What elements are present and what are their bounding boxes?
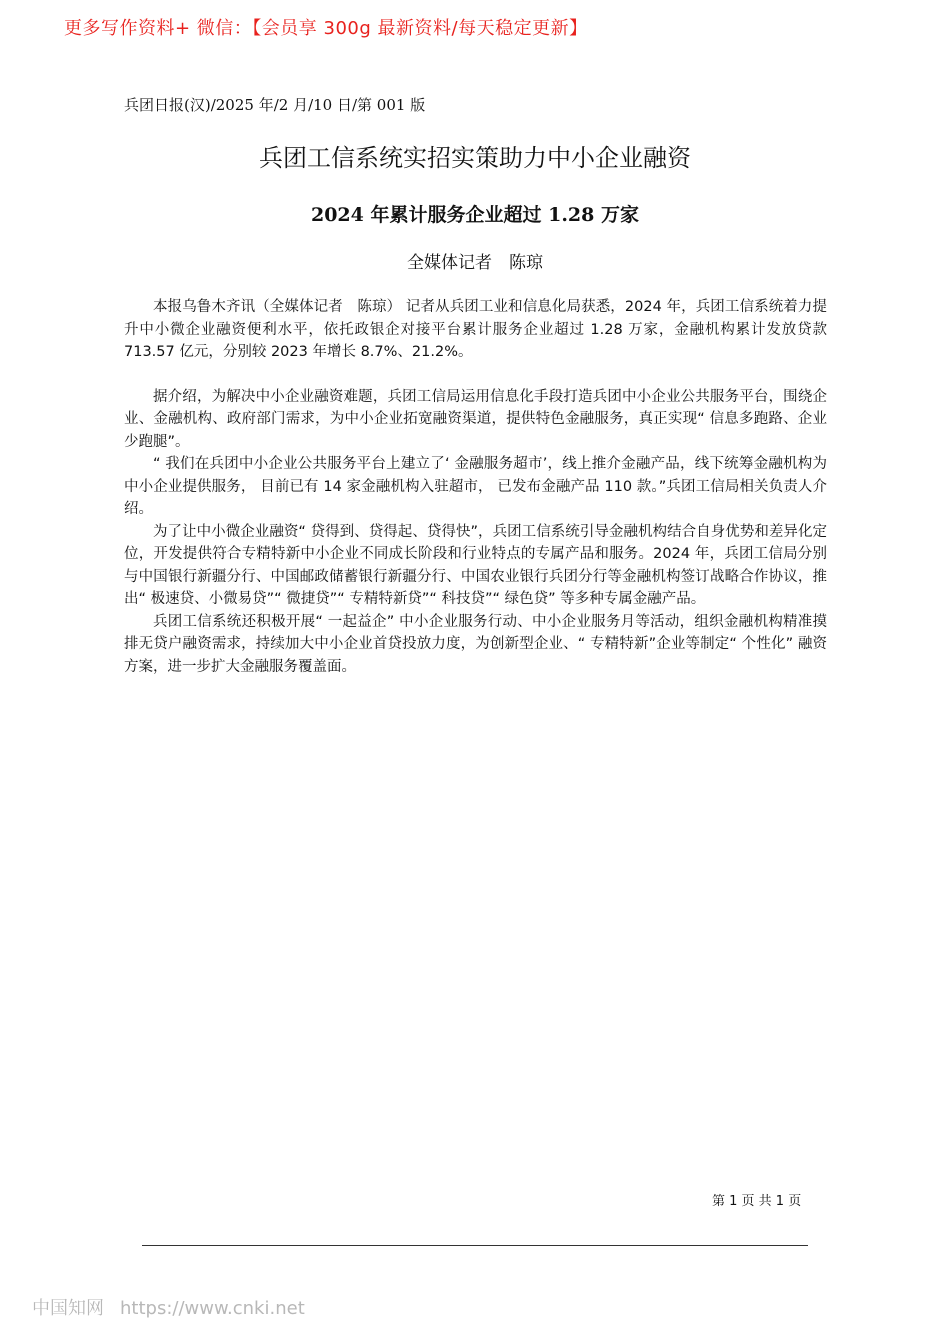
watermark-url: https://www.cnki.net <box>120 1298 305 1319</box>
footer-divider <box>142 1245 808 1246</box>
article-paragraph: 本报乌鲁木齐讯（全媒体记者 陈琼） 记者从兵团工业和信息化局获悉，2024 年，兵团工信系统着力提升中小微企业融资便利水平，依托政银企对接平台累计服务企业超过 1.28 万家，金融机构累计发放贷款 713.57 亿元，分别较 2023 年增长 8.7%、21.2%。 <box>124 299 827 360</box>
article-paragraph: “ 我们在兵团中小企业公共服务平台上建立了‘ 金融服务超市’，线上推介金融产品，线下统筹金融机构为中小企业提供服务， 目前已有 14 家金融机构入驻超市， 已发布金融产品 110 款。”兵团工信局相关负责人介绍。 <box>124 456 827 517</box>
article-title: 兵团工信系统实招实策助力中小企业融资 <box>259 144 691 172</box>
source-line: 兵团日报(汉)/2025 年/2 月/10 日/第 001 版 <box>124 96 426 114</box>
promo-banner: 更多写作资料+ 微信：【会员享 300g 最新资料/每天稳定更新】 <box>64 18 588 39</box>
cnki-watermark <box>32 1294 305 1320</box>
article-body <box>124 296 827 678</box>
article-paragraph: 为了让中小微企业融资“ 贷得到、贷得起、贷得快”，兵团工信系统引导金融机构结合自身优势和差异化定位，开发提供符合专精特新中小企业不同成长阶段和行业特点的专属产品和服务。2024 年，兵团工信局分别与中国银行新疆分行、中国邮政储蓄银行新疆分行、中国农业银行兵团分行等金融机构签订战略合作协议，推出“ 极速贷、小微易贷”“ 微捷贷”“ 专精特新贷”“ 科技贷”“ 绿色贷” 等多种专属金融产品。 <box>124 523 827 607</box>
page-number: 第 1 页 共 1 页 <box>712 1194 802 1209</box>
article-subtitle: 2024 年累计服务企业超过 1.28 万家 <box>310 204 639 226</box>
article-paragraph: 兵团工信系统还积极开展“ 一起益企” 中小企业服务行动、中小企业服务月等活动，组织金融机构精准摸排无贷户融资需求，持续加大中小企业首贷投放力度，为创新型企业、“ 专精特新”企业等制定“ 个性化” 融资方案，进一步扩大金融服务覆盖面。 <box>124 613 827 675</box>
watermark-brand: 中国知网 <box>32 1298 104 1319</box>
article-byline: 全媒体记者 陈琼 <box>407 253 543 273</box>
article-paragraph: 据介绍，为解决中小企业融资难题，兵团工信局运用信息化手段打造兵团中小企业公共服务平台，围绕企业、金融机构、政府部门需求，为中小企业拓宽融资渠道，提供特色金融服务，真正实现“ 信息多跑路、企业少跑腿”。 <box>124 388 827 450</box>
